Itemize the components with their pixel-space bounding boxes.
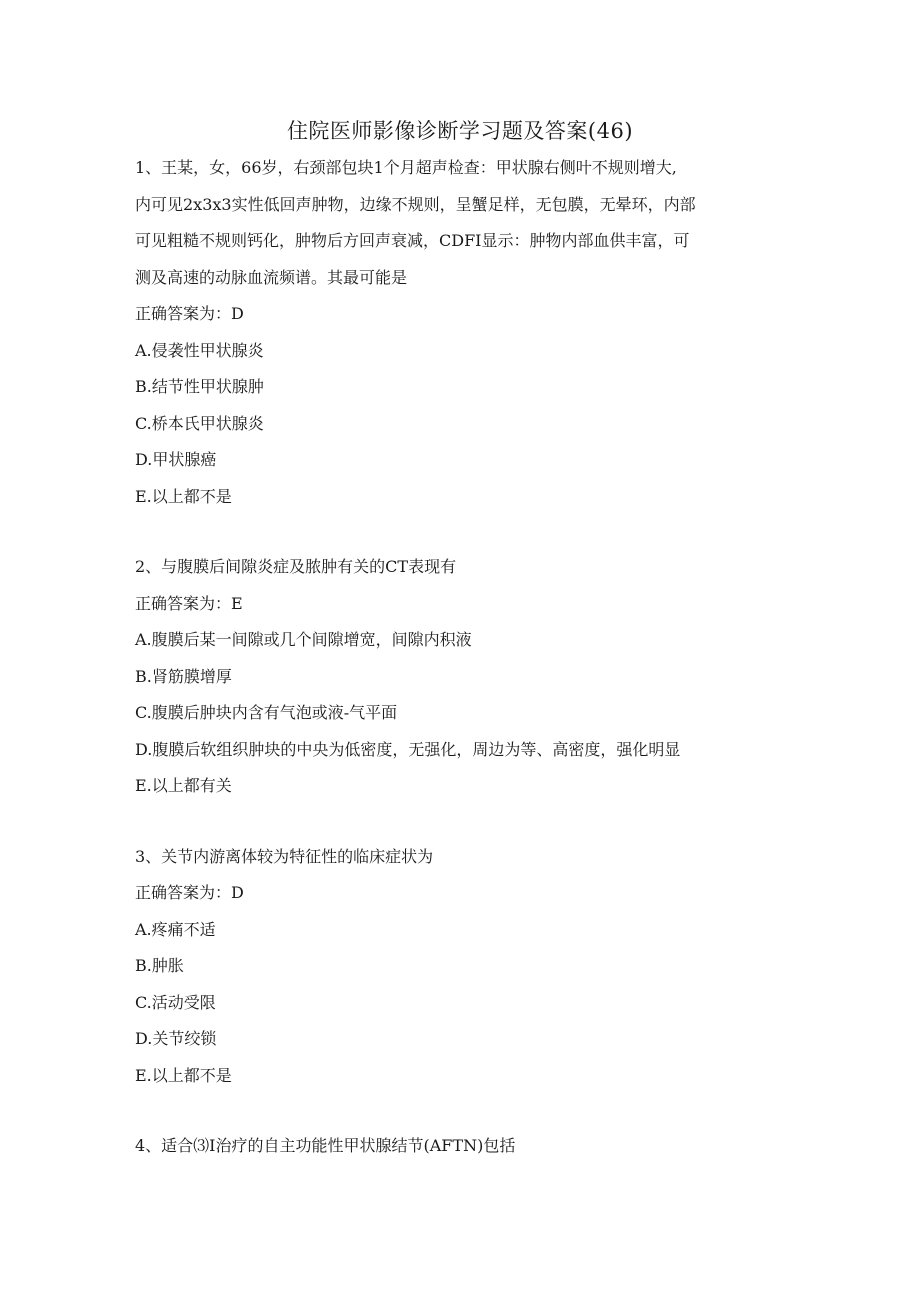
question-text-line: 可见粗糙不规则钙化，肿物后方回声衰减，CDFI显示：肿物内部血供丰富，可	[135, 231, 690, 250]
option-d: D.关节绞锁	[135, 1029, 217, 1048]
option-b: B.肾筋膜增厚	[135, 666, 232, 686]
document-title: 住院医师影像诊断学习题及答案(46)	[286, 119, 634, 143]
answer-line: 正确答案为：D	[135, 883, 244, 902]
option-a: A.腹膜后某一间隙或几个间隙增宽，间隙内积液	[135, 630, 472, 649]
question-text-line: 4、适合⑶I治疗的自主功能性甲状腺结节(AFTN)包括	[135, 1136, 516, 1155]
spacer	[135, 805, 785, 839]
question-2	[135, 549, 785, 805]
question-3	[135, 839, 785, 1095]
question-text-line: 内可见2x3x3实性低回声肿物，边缘不规则，呈蟹足样，无包膜，无晕环，内部	[135, 194, 696, 214]
option-e: E.以上都有关	[135, 776, 232, 795]
option-a: A.侵袭性甲状腺炎	[135, 340, 264, 360]
question-text-line: 测及高速的动脉血流频谱。其最可能是	[135, 267, 408, 287]
question-1	[135, 150, 785, 515]
question-4	[135, 1128, 785, 1165]
question-text-line: 3、关节内游离体较为特征性的临床症状为	[135, 846, 434, 866]
question-text-line: 2、与腹膜后间隙炎症及脓肿有关的CT表现有	[135, 557, 457, 576]
option-c: C.活动受限	[135, 992, 216, 1012]
spacer	[135, 1094, 785, 1128]
document-body	[135, 150, 785, 1165]
answer-line: 正确答案为：D	[135, 304, 244, 323]
option-b: B.结节性甲状腺肿	[135, 377, 264, 396]
answer-line: 正确答案为：E	[135, 593, 243, 613]
option-e: E.以上都不是	[135, 486, 232, 506]
option-d: D.甲状腺癌	[135, 450, 217, 469]
option-e: E.以上都不是	[135, 1065, 232, 1085]
question-text-line: 1、王某，女，66岁，右颈部包块1个月超声检查：甲状腺右侧叶不规则增大,	[135, 158, 677, 177]
option-c: C.桥本氏甲状腺炎	[135, 413, 264, 433]
option-d: D.腹膜后软组织肿块的中央为低密度，无强化，周边为等、高密度，强化明显	[135, 739, 681, 759]
option-a: A.疼痛不适	[135, 919, 216, 939]
spacer	[135, 515, 785, 549]
option-c: C.腹膜后肿块内含有气泡或液-气平面	[135, 703, 398, 722]
option-b: B.肿胀	[135, 956, 184, 975]
